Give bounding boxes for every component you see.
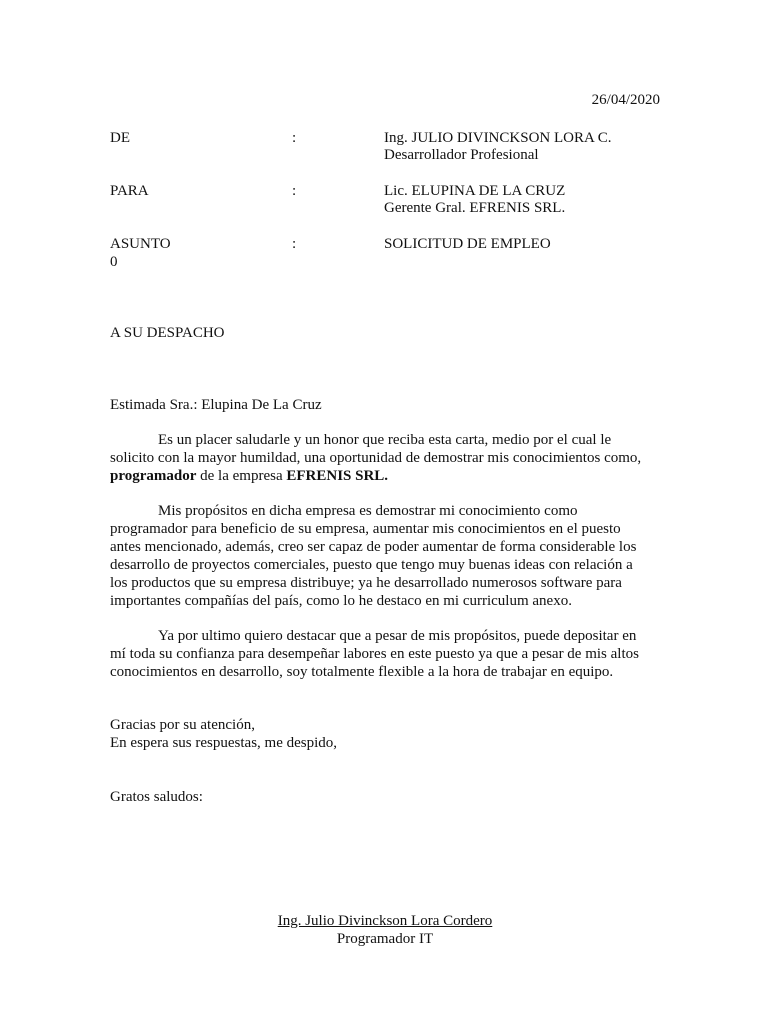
signature-block [200,912,570,948]
to-label: PARA [110,183,149,199]
body-paragraph-1 [110,431,650,485]
paragraph-2-line: programador para beneficio de su empresa, aumentar mis conocimientos en el puesto [110,521,621,537]
from-colon: : [292,130,297,146]
signature-title: Programador IT [336,931,434,947]
greeting: Estimada Sra.: Elupina De La Cruz [110,397,322,413]
paragraph-3-line: Ya por ultimo quiero destacar que a pesar de mis propósitos, puede depositar en [158,628,637,644]
closing-line-2: En espera sus respuestas, me despido, [110,735,338,751]
subject-colon: : [292,236,297,252]
paragraph-1-line-1: Es un placer saludarle y un honor que reciba esta carta, medio por el cual le [158,432,612,448]
paragraph-1-line-2: solicito con la mayor humildad, una oportunidad de demostrar mis conocimientos como, [110,450,642,466]
paragraph-2-line: los productos que su empresa distribuye; ya he desarrollado numerosos software para [110,575,622,591]
from-label: DE [110,130,130,146]
bold-programador: programador [110,468,197,484]
paragraph-1-line-3-text: de la empresa [196,468,287,484]
to-name: Lic. ELUPINA DE LA CRUZ [384,183,566,199]
from-title: Desarrollador Profesional [384,147,539,163]
paragraph-2-line: desarrollo de proyectos comerciales, puesto que tengo muy buenas ideas con relación a [110,557,633,573]
paragraph-2-line: antes mencionado, además, creo ser capaz de poder aumentar de forma considerable los [110,539,637,555]
paragraph-1-line-3 [110,467,650,485]
paragraph-2-line: Mis propósitos en dicha empresa es demostrar mi conocimiento como [158,503,578,519]
bold-company: EFRENIS SRL. [286,468,389,484]
letter-date: 26/04/2020 [591,92,660,108]
despacho-heading: A SU DESPACHO [110,325,225,341]
closing-line-1: Gracias por su atención, [110,717,255,733]
body-paragraph-3 [110,627,650,681]
signature-name: Ing. Julio Divinckson Lora Cordero [277,913,493,929]
body-paragraph-2 [110,502,650,610]
to-title: Gerente Gral. EFRENIS SRL. [384,200,566,216]
to-colon: : [292,183,297,199]
farewell: Gratos saludos: [110,789,203,805]
subject-value: SOLICITUD DE EMPLEO [384,236,551,252]
subject-label: ASUNTO [110,236,171,252]
closing-block [110,716,650,752]
paragraph-3-line: conocimientos en desarrollo, soy totalmente flexible a la hora de trabajar en equipo. [110,664,614,680]
subject-extra: 0 [110,254,118,270]
from-name: Ing. JULIO DIVINCKSON LORA C. [384,130,612,146]
paragraph-3-line: mí toda su confianza para desempeñar labores en este puesto ya que a pesar de mis altos [110,646,639,662]
paragraph-2-line: importantes compañías del país, como lo he destaco en mi curriculum anexo. [110,593,572,609]
